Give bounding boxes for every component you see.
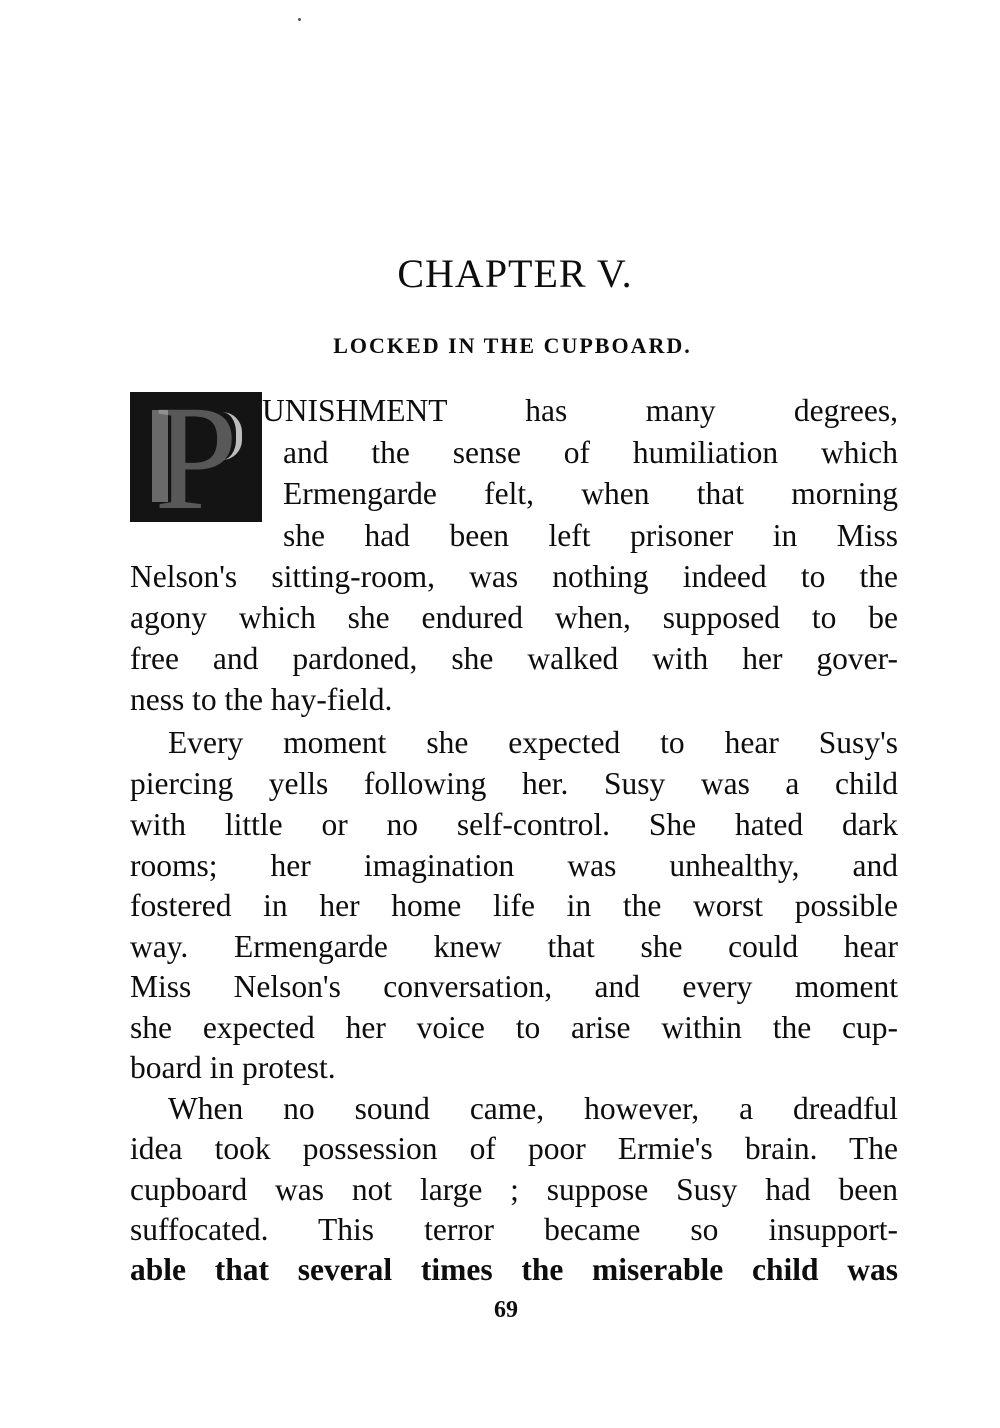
text-line: Nelson's sitting-room, was nothing indeed to the [130, 559, 898, 594]
chapter-title: CHAPTER V. [397, 251, 633, 296]
text-line: Every moment she expected to hear Susy's [168, 725, 898, 760]
text-line: When no sound came, however, a dreadful [168, 1091, 898, 1126]
text-line: piercing yells following her. Susy was a child [130, 766, 898, 801]
text-line: agony which she endured when, supposed to be [130, 600, 898, 635]
text-line: rooms; her imagination was unhealthy, and [130, 848, 898, 883]
text-line: board in protest. [130, 1050, 336, 1085]
text-line: she expected her voice to arise within the cup- [130, 1010, 898, 1045]
drop-cap-letter: P [154, 392, 238, 522]
ink-speck [298, 18, 301, 21]
text-line: Miss Nelson's conversation, and every moment [130, 969, 898, 1004]
chapter-subtitle: LOCKED IN THE CUPBOARD. [333, 333, 692, 358]
text-line: fostered in her home life in the worst possible [130, 888, 898, 923]
text-line: Ermengarde felt, when that morning [283, 476, 898, 511]
page-number: 69 [494, 1297, 518, 1323]
text-line: cupboard was not large ; suppose Susy had been [130, 1172, 898, 1207]
text-line: ness to the hay-field. [130, 682, 393, 717]
text-line: way. Ermengarde knew that she could hear [130, 929, 898, 964]
text-line: UNISHMENT has many degrees, [262, 393, 898, 428]
text-line: with little or no self-control. She hated dark [130, 807, 898, 842]
text-line: able that several times the miserable child was [130, 1252, 898, 1287]
text-line: and the sense of humiliation which [283, 435, 898, 470]
drop-cap [130, 392, 262, 522]
text-line: free and pardoned, she walked with her gover- [130, 641, 898, 676]
text-line: suffocated. This terror became so insupport- [130, 1212, 898, 1247]
text-line: idea took possession of poor Ermie's brain. The [130, 1131, 898, 1166]
text-line: she had been left prisoner in Miss [283, 518, 898, 553]
